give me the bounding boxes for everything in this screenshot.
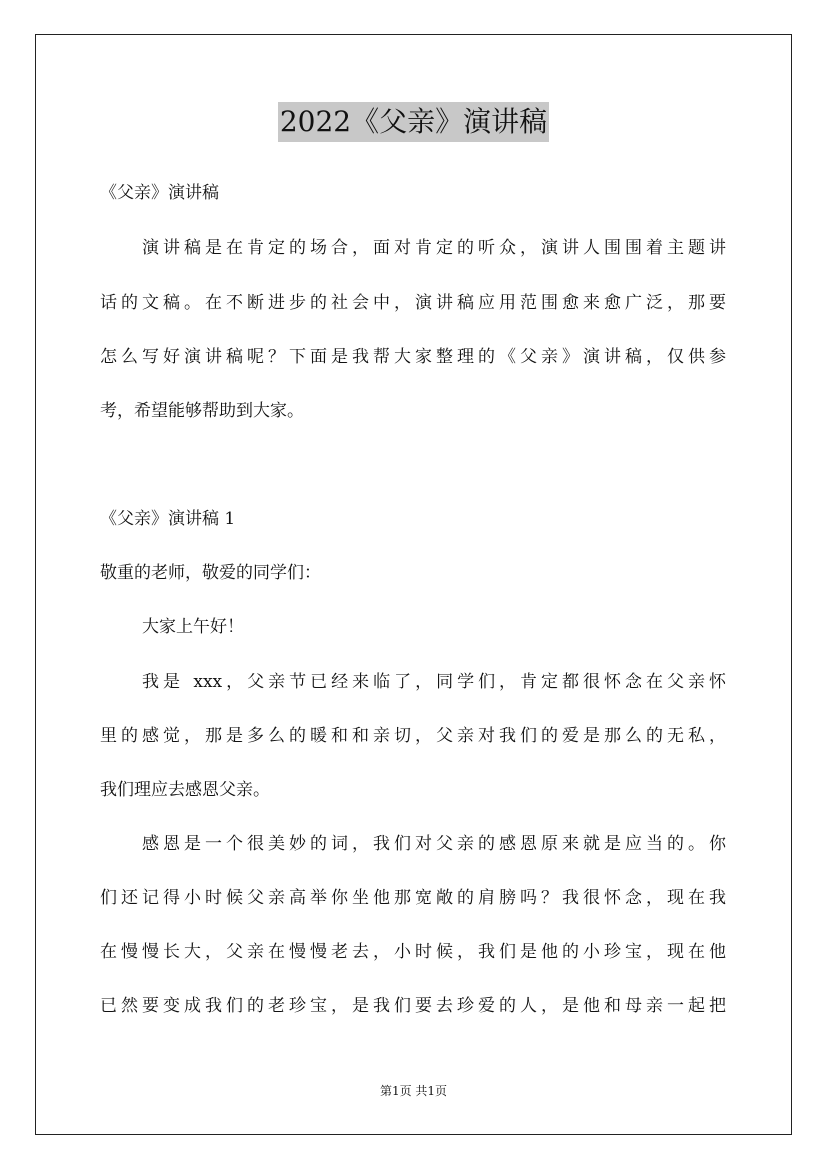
salutation-line: 敬重的老师，敬爱的同学们： (100, 563, 321, 583)
paragraph-line: 怎么写好演讲稿呢？下面是我帮大家整理的《父亲》演讲稿，仅供参 (100, 347, 726, 367)
paragraph-line: 我是 xxx，父亲节已经来临了，同学们，肯定都很怀念在父亲怀 (142, 672, 726, 692)
title-container (0, 102, 827, 142)
paragraph-line: 我们理应去感恩父亲。 (100, 780, 270, 800)
paragraph-line: 们还记得小时候父亲高举你坐他那宽敞的肩膀吗？我很怀念，现在我 (100, 888, 726, 908)
subtitle-line: 《父亲》演讲稿 (100, 183, 219, 203)
paragraph-line: 演讲稿是在肯定的场合，面对肯定的听众，演讲人围围着主题讲 (142, 238, 726, 258)
paragraph-line: 在慢慢长大，父亲在慢慢老去，小时候，我们是他的小珍宝，现在他 (100, 942, 726, 962)
page-footer: 第1页 共1页 (379, 1084, 448, 1098)
paragraph-line: 感恩是一个很美妙的词，我们对父亲的感恩原来就是应当的。你 (142, 834, 726, 854)
section-heading: 《父亲》演讲稿 1 (100, 509, 236, 529)
document-title: 2022《父亲》演讲稿 (278, 102, 549, 142)
paragraph-line: 已然要变成我们的老珍宝，是我们要去珍爱的人，是他和母亲一起把 (100, 996, 726, 1016)
paragraph-line: 里的感觉，那是多么的暖和和亲切，父亲对我们的爱是那么的无私， (100, 726, 726, 746)
greeting-line: 大家上午好！ (142, 617, 244, 637)
paragraph-line: 话的文稿。在不断进步的社会中，演讲稿应用范围愈来愈广泛，那要 (100, 293, 726, 313)
paragraph-line: 考，希望能够帮助到大家。 (100, 401, 304, 421)
